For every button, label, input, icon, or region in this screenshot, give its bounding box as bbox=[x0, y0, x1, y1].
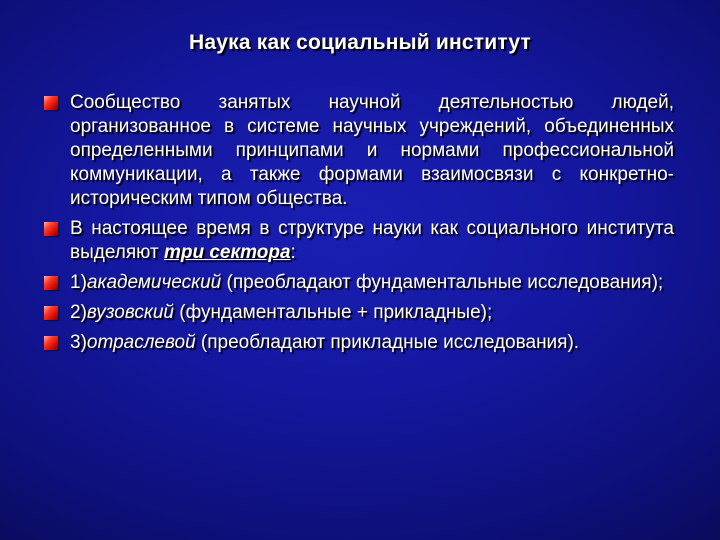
bullet-number: 1) bbox=[70, 272, 87, 293]
bullet-text-suffix: : bbox=[290, 242, 296, 263]
bullet-text: (преобладают фундаментальные исследования); bbox=[221, 272, 664, 293]
bullet-term: вузовский bbox=[86, 302, 174, 323]
bullet-item-definition bbox=[44, 91, 674, 211]
bullet-item-sectors bbox=[44, 217, 674, 265]
red-square-bullet-icon bbox=[44, 336, 58, 350]
slide-title: Наука как социальный институт bbox=[189, 31, 531, 54]
red-square-bullet-icon bbox=[44, 96, 58, 110]
bullet-number: 2) bbox=[70, 302, 87, 323]
bullet-item-industry bbox=[44, 331, 674, 355]
bullet-text: (фундаментальные + прикладные); bbox=[173, 302, 493, 323]
red-square-bullet-icon bbox=[44, 222, 58, 236]
bullet-text: (преобладают прикладные исследования). bbox=[195, 332, 580, 353]
bullet-text-prefix: В настоящее время в структуре науки как социального института выделяют bbox=[70, 218, 674, 263]
bullet-term: академический bbox=[86, 272, 222, 293]
bullet-term: отраслевой bbox=[86, 332, 196, 353]
bullet-list bbox=[44, 91, 674, 361]
bullet-item-academic bbox=[44, 271, 674, 295]
bullet-text: Сообщество занятых научной деятельностью людей, организованное в системе научных учреждений, объединенных определенными принципами и нормами профессиональной коммуникации, а также формами взаимосвязи с конкретно-историческим типом общества. bbox=[70, 92, 674, 209]
bullet-emphasis: три сектора bbox=[163, 242, 291, 263]
bullet-item-university bbox=[44, 301, 674, 325]
bullet-number: 3) bbox=[70, 332, 87, 353]
red-square-bullet-icon bbox=[44, 276, 58, 290]
red-square-bullet-icon bbox=[44, 306, 58, 320]
